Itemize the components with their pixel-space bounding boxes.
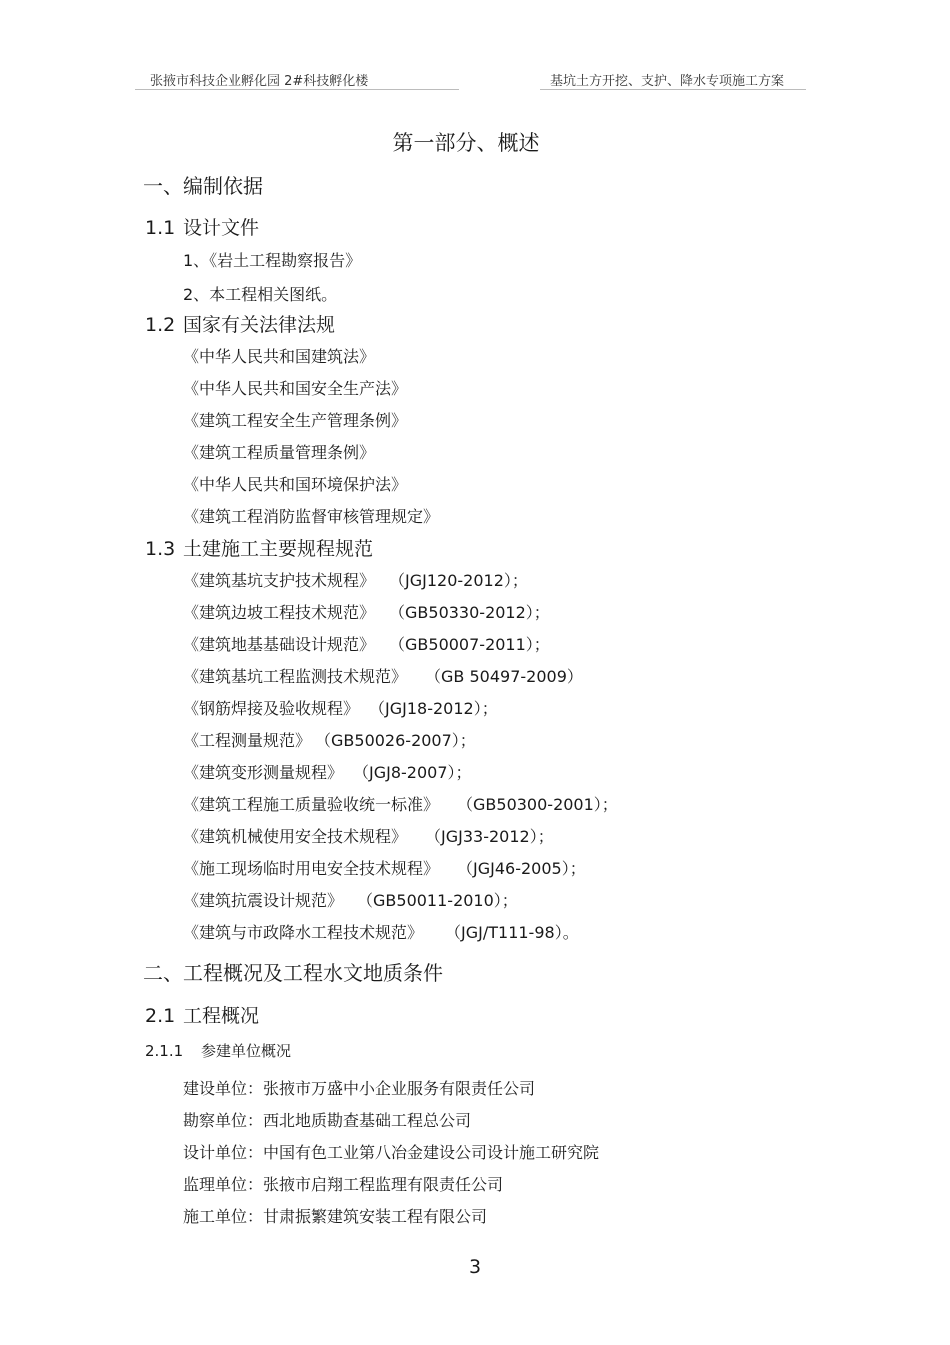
standard-code: （JGJ8-2007）； <box>353 763 472 782</box>
participant-unit: 监理单位：张掖市启翔工程监理有限责任公司 <box>183 1175 504 1194</box>
standard-name: 《建筑与市政降水工程技术规范》 <box>183 923 424 942</box>
standard-code: （JGJ46-2005）； <box>457 859 586 878</box>
participant-unit: 勘察单位：西北地质勘查基础工程总公司 <box>183 1111 472 1130</box>
standard-code: （GB50300-2001）； <box>457 795 618 814</box>
standard-item <box>183 664 583 687</box>
standard-name: 《建筑变形测量规程》 <box>183 763 344 782</box>
subsection-heading-2-1 <box>145 1001 259 1028</box>
section-heading-2: 二、工程概况及工程水文地质条件 <box>143 961 443 985</box>
standard-item <box>183 920 579 943</box>
subsubsection-title: 参建单位概况 <box>201 1042 292 1060</box>
standard-item <box>183 568 528 591</box>
subsection-title: 国家有关法律法规 <box>183 314 336 336</box>
standard-code: （GB 50497-2009） <box>425 667 583 686</box>
list-item: 《建筑工程安全生产管理条例》 <box>183 411 408 430</box>
subsection-number: 1.3 <box>145 538 176 560</box>
subsection-heading-1-2 <box>145 310 335 337</box>
subsection-title: 土建施工主要规程规范 <box>183 538 374 560</box>
standard-name: 《建筑基坑工程监测技术规范》 <box>183 667 408 686</box>
subsubsection-number: 2.1.1 <box>145 1042 184 1060</box>
subsection-title: 工程概况 <box>183 1005 260 1027</box>
participant-unit: 施工单位：甘肃振繁建筑安装工程有限公司 <box>183 1207 488 1226</box>
section-heading-1: 一、编制依据 <box>143 174 263 198</box>
standard-item <box>183 888 518 911</box>
subsection-title: 设计文件 <box>183 217 260 239</box>
standard-name: 《建筑地基基础设计规范》 <box>183 635 376 654</box>
standard-item <box>183 728 476 751</box>
subsubsection-heading-2-1-1 <box>145 1040 291 1061</box>
running-header-right: 基坑土方开挖、支护、降水专项施工方案 <box>550 74 785 89</box>
standard-name: 《钢筋焊接及验收规程》 <box>183 699 360 718</box>
header-rule-left <box>135 89 459 90</box>
page-title: 第一部分、概述 <box>392 131 540 155</box>
list-item: 1、《岩土工程勘察报告》 <box>183 251 362 270</box>
standard-code: （GB50026-2007）； <box>315 731 476 750</box>
standard-code: （JGJ/T111-98）。 <box>445 923 579 942</box>
running-header-left: 张掖市科技企业孵化园 2#科技孵化楼 <box>150 74 369 89</box>
list-item: 《建筑工程质量管理条例》 <box>183 443 376 462</box>
standard-item <box>183 696 498 719</box>
standard-name: 《建筑基坑支护技术规程》 <box>183 571 376 590</box>
standard-name: 《建筑抗震设计规范》 <box>183 891 344 910</box>
standard-item <box>183 792 618 815</box>
standard-name: 《施工现场临时用电安全技术规程》 <box>183 859 440 878</box>
header-rule-right <box>540 89 806 90</box>
participant-unit: 设计单位：中国有色工业第八冶金建设公司设计施工研究院 <box>183 1143 600 1162</box>
list-item: 《中华人民共和国建筑法》 <box>183 347 376 366</box>
standard-item <box>183 600 550 623</box>
list-item: 2、本工程相关图纸。 <box>183 285 338 304</box>
standard-item <box>183 760 472 783</box>
list-item: 《中华人民共和国环境保护法》 <box>183 475 408 494</box>
standard-name: 《建筑边坡工程技术规范》 <box>183 603 376 622</box>
subsection-heading-1-1 <box>145 213 259 240</box>
subsection-number: 2.1 <box>145 1005 176 1027</box>
standard-item <box>183 856 586 879</box>
list-item: 《中华人民共和国安全生产法》 <box>183 379 408 398</box>
standard-code: （GB50011-2010）； <box>357 891 518 910</box>
page-number: 3 <box>468 1256 482 1278</box>
standard-code: （GB50330-2012）； <box>389 603 550 622</box>
standard-item <box>183 632 550 655</box>
subsection-number: 1.1 <box>145 217 176 239</box>
standard-code: （JGJ120-2012）； <box>389 571 528 590</box>
standard-item <box>183 824 554 847</box>
standard-name: 《建筑机械使用安全技术规程》 <box>183 827 408 846</box>
standard-name: 《建筑工程施工质量验收统一标准》 <box>183 795 440 814</box>
standard-code: （GB50007-2011）； <box>389 635 550 654</box>
standard-name: 《工程测量规范》 <box>183 731 312 750</box>
standard-code: （JGJ33-2012）； <box>425 827 554 846</box>
standard-code: （JGJ18-2012）； <box>369 699 498 718</box>
subsection-number: 1.2 <box>145 314 176 336</box>
subsection-heading-1-3 <box>145 534 373 561</box>
list-item: 《建筑工程消防监督审核管理规定》 <box>183 507 440 526</box>
participant-unit: 建设单位：张掖市万盛中小企业服务有限责任公司 <box>183 1079 536 1098</box>
